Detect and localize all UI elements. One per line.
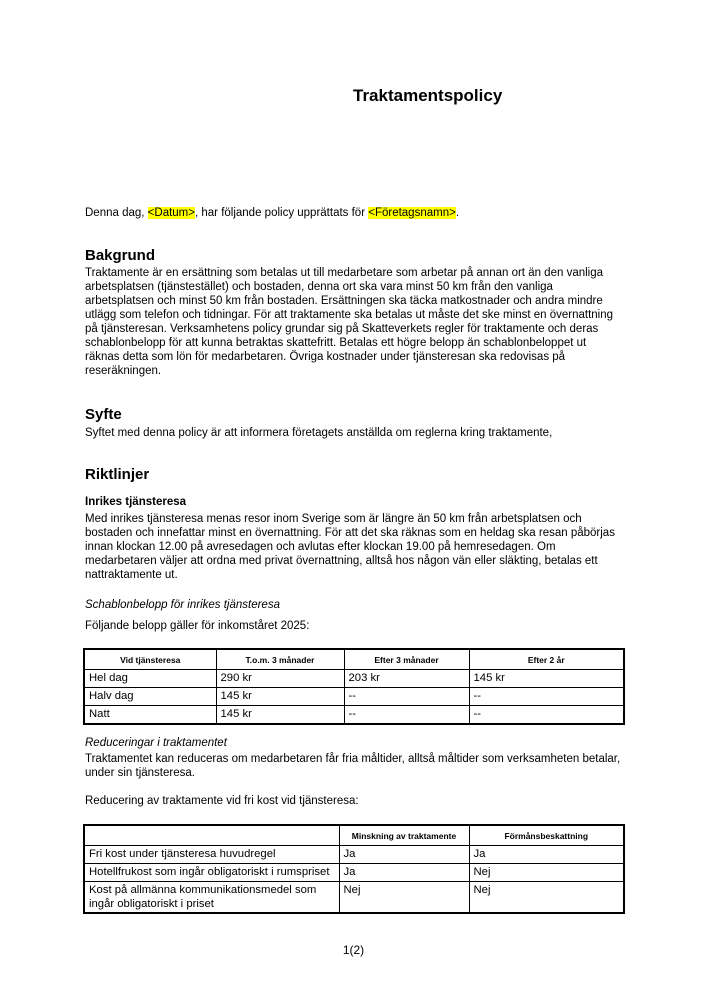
column-header: Förmånsbeskattning [469, 825, 624, 846]
table-cell: -- [469, 688, 624, 706]
paragraph-reduceringar: Traktamentet kan reduceras om medarbetaren får fria måltider, alltså måltider som verksamheten betalar, under sin tjänsteresa. [85, 753, 621, 779]
table-cell: Nej [339, 882, 469, 914]
table-cell: Nej [469, 864, 624, 882]
table-cell: Fri kost under tjänsteresa huvudregel [84, 846, 339, 864]
table-cell: 145 kr [216, 706, 344, 725]
table-cell: 203 kr [344, 670, 469, 688]
column-header: Efter 3 månader [344, 649, 469, 670]
table-row [84, 706, 624, 725]
schablonbelopp-table [83, 648, 625, 725]
table-cell: 145 kr [469, 670, 624, 688]
heading-bakgrund: Bakgrund [85, 247, 156, 264]
table-row [84, 688, 624, 706]
line-inkomstar: Följande belopp gäller för inkomståret 2025: [85, 620, 310, 632]
table-row [84, 882, 624, 914]
table-row [84, 670, 624, 688]
table-cell: -- [344, 706, 469, 725]
paragraph-bakgrund: Traktamente är en ersättning som betalas ut till medarbetare som arbetar på annan ort än den vanliga arbetsplatsen (tjänstestället) och bostaden, denna ort ska vara minst 50 km från den vanliga arbetsplatsen och minst 50 km från bostaden. Ersättningen ska täcka matkostnader och andra mindre utlägg som telefon och tidningar. För att traktamente ska betalas ut måste det ske minst en övernattning på tjänsteresan. Verksamhetens policy grundar sig på Skatteverkets regler för traktamente och deras schablonbelopp för att kunna betraktas skattefritt. Betalas ett högre belopp än schablonbeloppet ut räknas detta som lön för medarbetaren. Övriga kostnader under tjänsteresan ska redovisas på reseräkningen. [85, 267, 614, 377]
line-reducering-kost: Reducering av traktamente vid fri kost vid tjänsteresa: [85, 795, 359, 807]
table-cell: Natt [84, 706, 216, 725]
intro-line [85, 206, 622, 220]
column-header: T.o.m. 3 månader [216, 649, 344, 670]
column-header-empty [84, 825, 339, 846]
subheading-inrikes-tjansteresa: Inrikes tjänsteresa [85, 496, 187, 508]
caption-reduceringar: Reduceringar i traktamentet [85, 737, 227, 749]
table-cell: -- [344, 688, 469, 706]
column-header: Vid tjänsteresa [84, 649, 216, 670]
table-cell: Hel dag [84, 670, 216, 688]
page-number: 1(2) [342, 943, 365, 957]
table-row [84, 864, 624, 882]
company-placeholder: <Företagsnamn> [368, 207, 456, 219]
intro-suffix: . [455, 207, 460, 219]
page-title: Traktamentspolicy [353, 86, 503, 105]
table-cell: Ja [469, 846, 624, 864]
table-cell: -- [469, 706, 624, 725]
table-cell: Ja [339, 846, 469, 864]
table-header-row [84, 825, 624, 846]
heading-syfte: Syfte [85, 406, 122, 423]
table-row [84, 846, 624, 864]
table-cell: 145 kr [216, 688, 344, 706]
paragraph-inrikes: Med inrikes tjänsteresa menas resor inom Sverige som är längre än 50 km från arbetsplatsen och bostaden och innefattar minst en övernattning. För att det ska räknas som en heldag ska resan påbörjas innan klockan 12.00 på avresedagen och avlutas efter klockan 19.00 på hemresedagen. Om medarbetaren väljer att ordna med privat övernattning, alltså hos någon vän eller släkting, betalas ett nattraktamente ut. [85, 513, 615, 581]
column-header: Minskning av traktamente [339, 825, 469, 846]
table-cell: Kost på allmänna kommunikationsmedel som ingår obligatoriskt i priset [84, 882, 339, 914]
table-cell: Hotellfrukost som ingår obligatoriskt i rumspriset [84, 864, 339, 882]
table-cell: Ja [339, 864, 469, 882]
heading-riktlinjer: Riktlinjer [85, 466, 150, 483]
table-cell: 290 kr [216, 670, 344, 688]
intro-prefix: Denna dag, [85, 207, 148, 219]
table-cell: Halv dag [84, 688, 216, 706]
date-placeholder: <Datum> [147, 207, 195, 219]
paragraph-syfte: Syftet med denna policy är att informera företagets anställda om reglerna kring traktamente, [85, 427, 553, 439]
intro-middle: , har följande policy upprättats för [194, 207, 369, 219]
reducering-table [83, 824, 625, 914]
column-header: Efter 2 år [469, 649, 624, 670]
caption-schablonbelopp: Schablonbelopp för inrikes tjänsteresa [85, 599, 280, 611]
table-header-row [84, 649, 624, 670]
table-cell: Nej [469, 882, 624, 914]
